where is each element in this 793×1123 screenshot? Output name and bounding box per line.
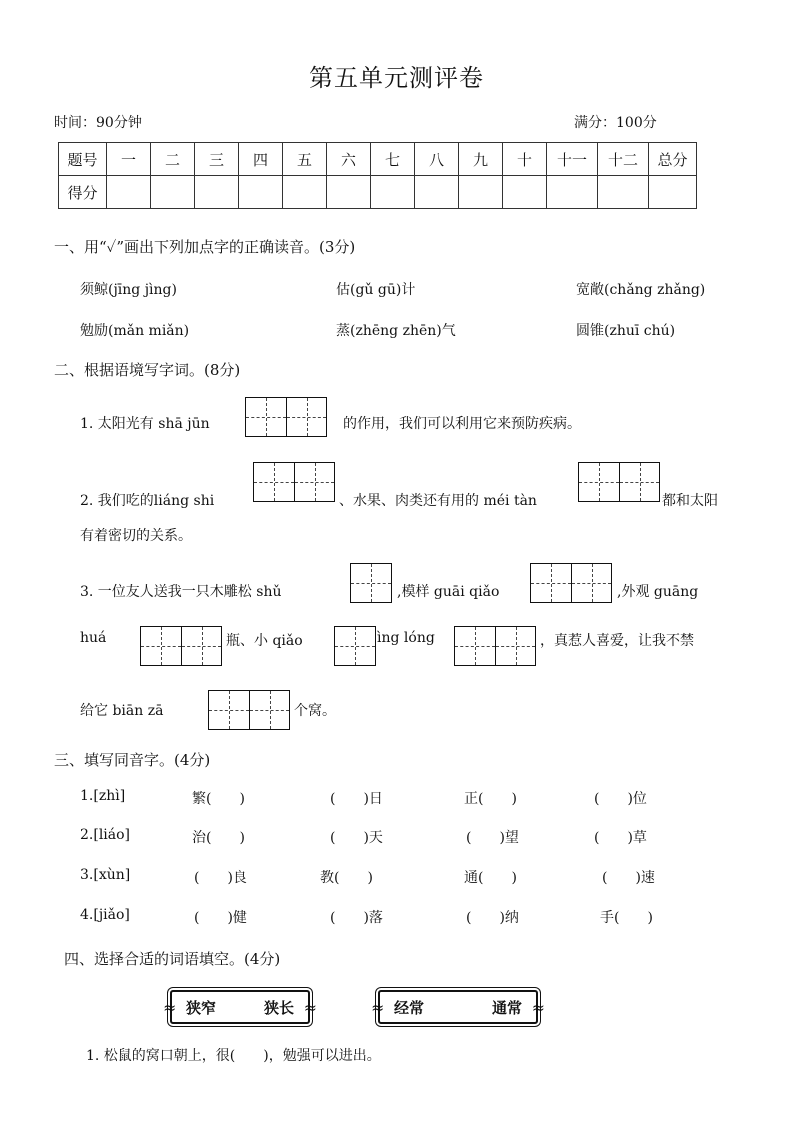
page-title: 第五单元测评卷 [309,64,484,92]
score-header-cell: 十一 [547,143,598,176]
score-header-cell: 八 [415,143,459,176]
writing-grid[interactable] [530,563,612,603]
score-cell[interactable] [371,176,415,209]
score-header-cell: 总分 [649,143,697,176]
pinyin-choice-item[interactable]: 勉励(mǎn miǎn) [80,323,190,339]
score-table-header-row [59,143,697,176]
writing-grid[interactable] [208,690,290,730]
writing-grid[interactable] [253,462,335,502]
homophone-label: 3.[xùn] [80,867,131,883]
writing-grid[interactable] [578,462,660,502]
homophone-label: 2.[liáo] [80,827,131,843]
pinyin-choice-item[interactable]: 圆锥(zhuī chú) [576,323,676,339]
homophone-label: 1.[zhì] [80,788,126,804]
homophone-blank[interactable]: ( )草 [594,830,647,846]
question-text: 、水果、肉类还有用的 méi tàn [339,493,537,509]
question-text: 有着密切的关系。 [80,528,192,544]
homophone-blank[interactable]: ( )良 [194,870,247,886]
section1-heading: 一、用“✓”画出下列加点字的正确读音。(3分) [54,238,356,256]
score-header-cell: 一 [107,143,151,176]
question-text: ìng lóng [377,630,435,646]
homophone-blank[interactable]: 手( ) [600,910,653,926]
score-header-cell: 题号 [59,143,107,176]
score-header-cell: 七 [371,143,415,176]
score-cell[interactable] [415,176,459,209]
score-cell[interactable] [503,176,547,209]
question-text: 3. 一位友人送我一只木雕松 shǔ [80,584,282,600]
score-cell[interactable] [459,176,503,209]
score-cell[interactable] [151,176,195,209]
question-text: ,外观 guāng [617,584,699,600]
score-header-cell: 九 [459,143,503,176]
question-text: 都和太阳 [662,493,718,509]
word-option: ≈ 狭窄 [186,998,217,1017]
score-cell[interactable] [649,176,697,209]
homophone-blank[interactable]: ( )位 [594,791,647,807]
score-cell[interactable] [598,176,649,209]
full-score-label: 满分：100分 [574,115,657,131]
homophone-blank[interactable]: 正( ) [464,791,517,807]
word-option: 狭长 [263,998,294,1017]
score-cell[interactable] [547,176,598,209]
question-text: 2. 我们吃的liáng shi [80,493,215,509]
score-table [58,142,697,209]
question-text: ，真惹人喜爱，让我不禁 [540,633,694,649]
question-text[interactable]: 1. 松鼠的窝口朝上，很( )，勉强可以进出。 [86,1048,381,1064]
score-header-cell: 六 [327,143,371,176]
score-header-cell: 二 [151,143,195,176]
score-table-score-row [59,176,697,209]
homophone-blank[interactable]: ( )望 [466,830,519,846]
homophone-blank[interactable]: 繁( ) [192,791,245,807]
section3-heading: 三、填写同音字。(4分) [54,751,211,769]
score-row-label: 得分 [59,176,107,209]
pinyin-choice-item[interactable]: 蒸(zhēng zhēn)气 [336,323,456,339]
question-text: huá [80,630,107,646]
score-cell[interactable] [327,176,371,209]
homophone-label: 4.[jiǎo] [80,907,130,923]
pinyin-choice-item[interactable]: 宽敞(chǎng zhǎng) [576,282,706,298]
question-text: 个窝。 [294,703,336,719]
score-cell[interactable] [239,176,283,209]
score-cell[interactable] [283,176,327,209]
homophone-blank[interactable]: ( )天 [330,830,383,846]
homophone-blank[interactable]: ( )落 [330,910,383,926]
writing-grid[interactable] [140,626,222,666]
word-option: ≈ 经常 [394,998,425,1017]
score-cell[interactable] [107,176,151,209]
writing-grid[interactable] [454,626,536,666]
question-text: 的作用，我们可以利用它来预防疾病。 [343,416,581,432]
score-header-cell: 四 [239,143,283,176]
question-text: 给它 biān zā [80,703,164,719]
word-choice-box [170,990,310,1024]
homophone-blank[interactable]: ( )健 [194,910,247,926]
score-header-cell: 三 [195,143,239,176]
word-option: 通常 [491,998,522,1017]
score-header-cell: 五 [283,143,327,176]
pinyin-choice-item[interactable]: 估(gǔ gū)计 [336,282,416,298]
score-header-cell: 十二 [598,143,649,176]
homophone-blank[interactable]: ( )纳 [466,910,519,926]
homophone-blank[interactable]: 通( ) [464,870,517,886]
section2-heading: 二、根据语境写字词。(8分) [54,361,241,379]
question-text: 1. 太阳光有 shā jūn [80,416,210,432]
homophone-blank[interactable]: ( )速 [602,870,655,886]
homophone-blank[interactable]: 教( ) [320,870,373,886]
writing-grid[interactable] [334,626,376,666]
homophone-blank[interactable]: ( )日 [330,791,383,807]
section4-heading: 四、选择合适的词语填空。(4分) [64,950,281,968]
pinyin-choice-item[interactable]: 须鲸(jīng jìng) [80,282,177,298]
score-header-cell: 十 [503,143,547,176]
homophone-blank[interactable]: 治( ) [192,830,245,846]
time-label: 时间：90分钟 [54,115,142,131]
score-cell[interactable] [195,176,239,209]
word-choice-box [378,990,538,1024]
writing-grid[interactable] [245,397,327,437]
question-text: 瓶、小 qiǎo [226,633,303,649]
question-text: ,模样 guāi qiǎo [397,584,500,600]
writing-grid[interactable] [350,563,392,603]
